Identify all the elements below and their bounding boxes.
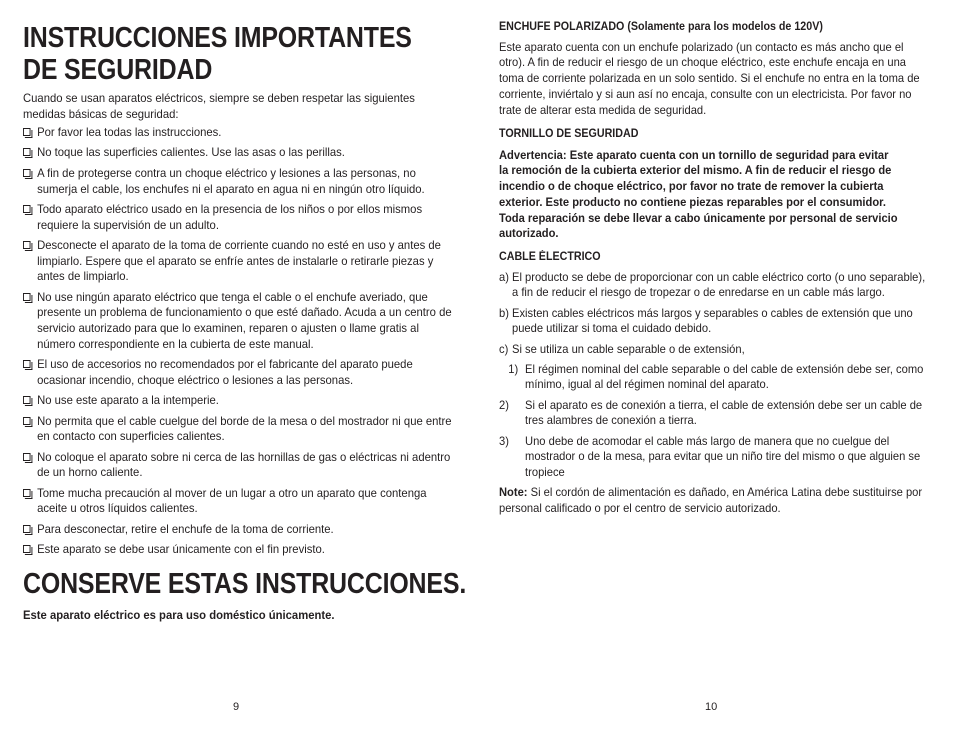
list-item [23, 290, 455, 352]
checkbox-bullet-icon [23, 417, 31, 425]
item-label: 1) [508, 361, 519, 376]
cord-heading: CABLE ÉLECTRICO [499, 251, 601, 263]
right-page [477, 0, 954, 738]
list-item [23, 202, 455, 233]
item-text: El régimen nominal del cable separable o del cable de extensión debe ser, como mínimo, igual al del régimen nominal del aparato. [525, 361, 924, 392]
item-label: a) [499, 269, 509, 284]
page-title-line1: INSTRUCCIONES IMPORTANTES [23, 22, 412, 54]
list-item [23, 357, 455, 388]
list-item-text: No coloque el aparato sobre ni cerca de las hornillas de gas o eléctricas ni adentro de un horno caliente. [37, 449, 451, 480]
list-item-text: Para desconectar, retire el enchufe de la toma de corriente. [37, 521, 334, 536]
list-item-text: El uso de accesorios no recomendados por el fabricante del aparato puede ocasionar incendio, choque eléctrico o lesiones a las personas. [37, 357, 413, 387]
list-item [499, 398, 927, 429]
item-label: 2) [499, 397, 509, 412]
cord-section [499, 250, 927, 517]
item-text: Existen cables eléctricos más largos y separables o cables de extensión que uno puede utilizar si toma el cuidado debido. [512, 305, 913, 336]
list-item [499, 342, 927, 358]
checkbox-bullet-icon [23, 128, 31, 136]
checkbox-bullet-icon [23, 241, 31, 249]
list-item [23, 145, 455, 161]
list-item [499, 270, 927, 301]
checkbox-bullet-icon [23, 545, 31, 553]
list-item-text: No use este aparato a la intemperie. [37, 393, 219, 408]
note-paragraph [499, 485, 927, 516]
plug-section [499, 20, 927, 118]
screw-warning-text: Advertencia: Este aparato cuenta con un tornillo de seguridad para evitar la remoción de la cubierta exterior del mismo. A fin de reducir el riesgo de incendio o de choque eléctrico, por favor no trate de remover la cubierta exterior. Este producto no contiene piezas reparables por el consumidor. Toda reparación se debe llevar a cabo únicamente por personal de servicio autorizado. [499, 147, 898, 241]
list-item-text: Desconecte el aparato de la toma de corriente cuando no esté en uso y antes de limpiarlo. Espere que el aparato se enfríe antes de instalarle o retirarle piezas y antes de limpiarlo. [37, 238, 441, 284]
checkbox-bullet-icon [23, 169, 31, 177]
safety-list [23, 125, 455, 563]
list-item [23, 522, 455, 538]
checkbox-bullet-icon [23, 205, 31, 213]
list-item [23, 238, 455, 285]
checkbox-bullet-icon [23, 489, 31, 497]
plug-text: Este aparato cuenta con un enchufe polarizado (un contacto es más ancho que el otro). A fin de reducir el riesgo de un choque eléctrico, este enchufe encaja en una toma de corriente polarizada en un solo sentido. Si el enchufe no entra en la toma de corriente, inviértalo y si aun así no encaja, consulte con un electricista. Por favor no trate de alterar esta medida de seguridad. [499, 39, 920, 117]
screw-section [499, 127, 927, 242]
list-item [499, 306, 927, 337]
list-item-text: No toque las superficies calientes. Use las asas o las perillas. [37, 145, 345, 160]
list-item-text: A fin de protegerse contra un choque eléctrico y lesiones a las personas, no sumerja el cable, los enchufes ni el aparato en agua ni en ningún otro líquido. [37, 165, 425, 196]
note-text: Si el cordón de alimentación es dañado, en América Latina debe sustituirse por personal calificado o por el centro de servicio autorizado. [499, 485, 923, 515]
list-item [23, 125, 455, 141]
list-item [23, 414, 455, 445]
checkbox-bullet-icon [23, 293, 31, 301]
list-item-text: Por favor lea todas las instrucciones. [37, 125, 222, 139]
conserve-heading: CONSERVE ESTAS INSTRUCCIONES. [23, 568, 467, 600]
note-label: Note: [499, 485, 528, 500]
page-number: 10 [705, 701, 718, 713]
item-text: Uno debe de acomodar el cable más largo de manera que no cuelgue del mostrador o de la mesa, para evitar que un niño tire del mismo o que alguien se tropiece [525, 433, 921, 479]
page-number: 9 [233, 701, 240, 713]
item-label: c) [499, 341, 509, 356]
checkbox-bullet-icon [23, 148, 31, 156]
checkbox-bullet-icon [23, 453, 31, 461]
list-item-text: Tome mucha precaución al mover de un lugar a otro un aparato que contenga aceite u otros líquidos calientes. [37, 485, 427, 516]
list-item [23, 542, 455, 558]
list-item [23, 486, 455, 517]
checkbox-bullet-icon [23, 525, 31, 533]
plug-heading: ENCHUFE POLARIZADO (Solamente para los modelos de 120V) [499, 21, 823, 33]
page-title-line2: DE SEGURIDAD [23, 54, 213, 86]
item-text: Si se utiliza un cable separable o de extensión, [512, 341, 745, 356]
list-item [23, 166, 455, 197]
list-item [23, 393, 455, 409]
item-text: Si el aparato es de conexión a tierra, el cable de extensión debe ser un cable de tres alambres de conexión a tierra. [525, 397, 923, 428]
list-item-text: Todo aparato eléctrico usado en la presencia de los niños o por ellos mismos requiere la supervisión de un adulto. [37, 202, 423, 232]
list-item [499, 434, 927, 481]
screw-heading: TORNILLO DE SEGURIDAD [499, 128, 639, 140]
checkbox-bullet-icon [23, 360, 31, 368]
list-item-text: No permita que el cable cuelgue del borde de la mesa o del mostrador ni que entre en contacto con superficies calientes. [37, 413, 452, 444]
item-label: 3) [499, 433, 509, 448]
household-only-note: Este aparato eléctrico es para uso doméstico únicamente. [23, 608, 335, 622]
list-item [499, 362, 927, 393]
list-item [23, 450, 455, 481]
intro-text: Cuando se usan aparatos eléctricos, siempre se deben respetar las siguientes medidas básicas de seguridad: [23, 91, 415, 121]
list-item-text: No use ningún aparato eléctrico que tenga el cable o el enchufe averiado, que presente un problema de funcionamiento o que esté dañado. Acuda a un centro de servicio autorizado para que lo examinen, reparen o ajusten o llame gratis al número correspondiente en la cubierta de este manual. [37, 289, 452, 351]
item-label: b) [499, 305, 509, 320]
checkbox-bullet-icon [23, 396, 31, 404]
list-item-text: Este aparato se debe usar únicamente con el fin previsto. [37, 542, 325, 557]
item-text: El producto se debe de proporcionar con un cable eléctrico corto (o uno separable), a fin de reducir el riesgo de tropezar o de enredarse en un cable más largo. [512, 269, 926, 300]
